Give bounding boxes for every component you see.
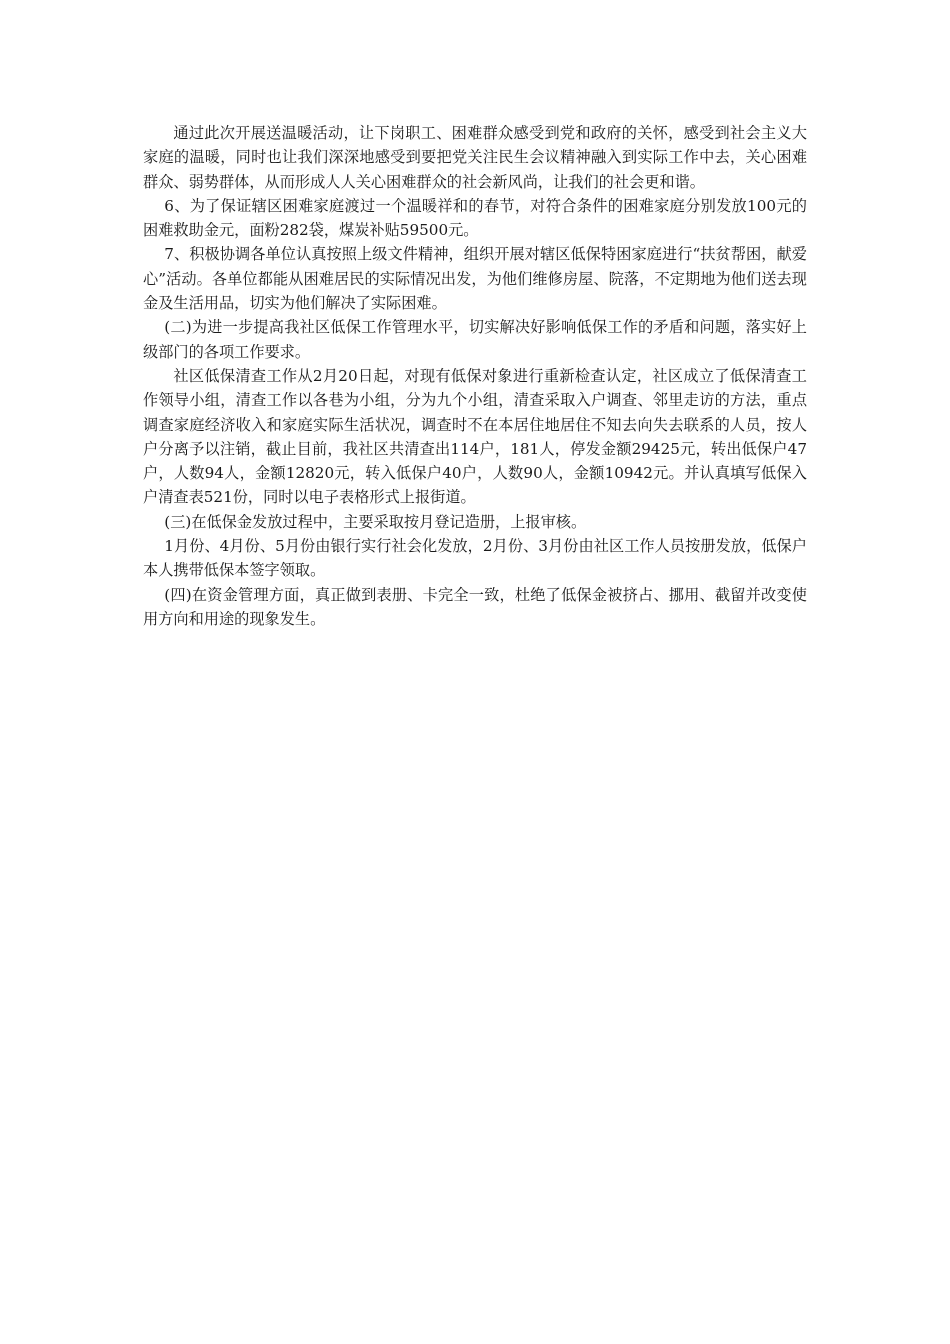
paragraph-section-3: (三)在低保金发放过程中，主要采取按月登记造册，上报审核。 xyxy=(164,512,587,531)
paragraph-section-4: (四)在资金管理方面，真正做到表册、卡完全一致，杜绝了低保金被挤占、挪用、截留并改变使用方向和用途的现象发生。 xyxy=(143,585,807,628)
document-body xyxy=(143,121,807,631)
paragraph-warmth-activity: 通过此次开展送温暖活动，让下岗职工、困难群众感受到党和政府的关怀，感受到社会主义大家庭的温暖，同时也让我们深深地感受到要把党关注民生会议精神融入到实际工作中去，关心困难群众、弱势群体，从而形成人人关心困难群众的社会新风尚，让我们的社会更和谐。 xyxy=(143,124,807,191)
paragraph-lowincome-audit: 社区低保清查工作从2月20日起，对现有低保对象进行重新检查认定，社区成立了低保清查工作领导小组，清查工作以各巷为小组，分为九个小组，清查采取入户调查、邻里走访的方法，重点调查家庭经济收入和家庭实际生活状况，调查时不在本居住地居住不知去向失去联系的人员，按人户分离予以注销，截止目前，我社区共清查出114户，181人，停发金额29425元，转出低保户47户，人数94人，金额12820元，转入低保户40户，人数90人，金额10942元。并认真填写低保入户清查表521份，同时以电子表格形式上报街道。 xyxy=(143,366,807,507)
paragraph-section-2: (二)为进一步提高我社区低保工作管理水平，切实解决好影响低保工作的矛盾和问题，落实好上级部门的各项工作要求。 xyxy=(143,318,807,361)
paragraph-item-7: 7、积极协调各单位认真按照上级文件精神，组织开展对辖区低保特困家庭进行“扶贫帮困，献爱心”活动。各单位都能从困难居民的实际情况出发，为他们维修房屋、院落，不定期地为他们送去现金及生活用品，切实为他们解决了实际困难。 xyxy=(143,245,807,313)
paragraph-item-6: 6、为了保证辖区困难家庭渡过一个温暖祥和的春节，对符合条件的困难家庭分别发放100元的困难救助金元，面粉282袋，煤炭补贴59500元。 xyxy=(143,196,807,240)
paragraph-monthly-distribution: 1月份、4月份、5月份由银行实行社会化发放，2月份、3月份由社区工作人员按册发放，低保户本人携带低保本签字领取。 xyxy=(143,537,807,580)
